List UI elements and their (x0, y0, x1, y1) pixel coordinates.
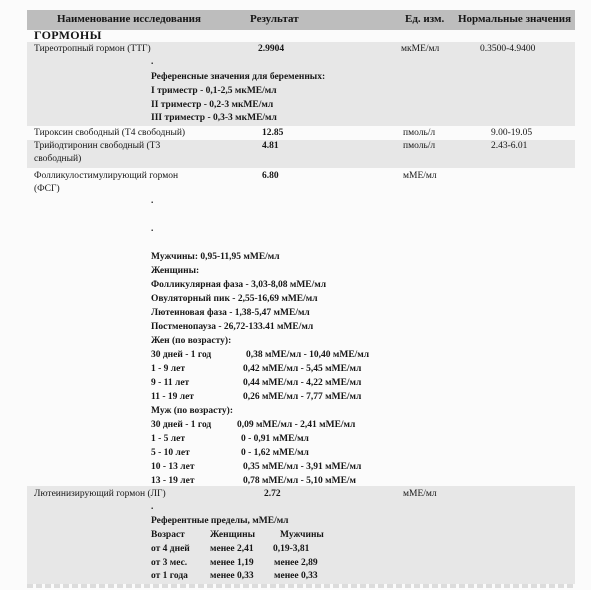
fsh-result: 6.80 (262, 171, 279, 181)
fsh-men-age-label: 30 дней - 1 год (151, 420, 212, 430)
t4-unit: пмоль/л (403, 128, 436, 138)
fsh-note-phase: Овуляторный пик - 2,55-16,69 мМЕ/мл (151, 294, 318, 304)
header-norm: Нормальные значения (458, 13, 572, 25)
header-unit: Ед. изм. (405, 13, 445, 25)
lh-ref-cell: менее 2,89 (274, 558, 318, 568)
fsh-note-phase: Лютеиновая фаза - 1,38-5,47 мМЕ/мл (151, 308, 310, 318)
t4-result: 12.85 (262, 128, 284, 138)
lh-ref-cell: от 1 года (151, 571, 188, 581)
fsh-men-age-label: 1 - 5 лет (151, 434, 186, 444)
row-tsh-band (27, 42, 575, 126)
tsh-result: 2.9904 (258, 44, 285, 54)
lh-note-dot: . (151, 502, 154, 512)
tsh-note-line: III триместр - 0,3-3 мкМЕ/мл (151, 113, 277, 123)
lh-ref-header-cell: Женщины (210, 530, 255, 540)
table-header (27, 10, 575, 30)
fsh-women-age-range: 0,38 мМЕ/мл - 10,40 мМЕ/мл (246, 350, 370, 360)
lh-ref-cell: от 3 мес. (151, 558, 188, 568)
fsh-women-age-label: 11 - 19 лет (151, 392, 194, 402)
fsh-men-age-range: 0 - 0,91 мМЕ/мл (241, 434, 309, 444)
fsh-men-age-range: 0 - 1,62 мМЕ/мл (241, 448, 309, 458)
fsh-note-phase: Фолликулярная фаза - 3,03-8,08 мМЕ/мл (151, 280, 327, 290)
fsh-name: Фолликулостимулирующий гормон (34, 171, 179, 181)
cut-off-text-strip (27, 584, 575, 588)
tsh-unit: мкМЕ/мл (401, 44, 440, 54)
fsh-women-age-label: 30 дней - 1 год (151, 350, 212, 360)
fsh-women-age-title: Жен (по возрасту): (151, 336, 232, 346)
lh-ref-cell: менее 0,33 (274, 571, 318, 581)
lh-unit: мМЕ/мл (403, 489, 437, 499)
fsh-note-women: Женщины: (151, 266, 200, 276)
tsh-note-line: I триместр - 0,1-2,5 мкМЕ/мл (151, 86, 277, 96)
fsh-men-age-label: 5 - 10 лет (151, 448, 190, 458)
fsh-note-dot: . (151, 224, 154, 234)
fsh-men-age-range: 0,78 мМЕ/мл - 5,10 мМЕ/м (243, 476, 357, 486)
lh-ref-header-cell: Возраст (151, 530, 185, 540)
fsh-note-phase: Постменопауза - 26,72-133.41 мМЕ/мл (151, 322, 314, 332)
lh-name: Лютеинизирующий гормон (ЛГ) (34, 489, 166, 499)
header-name: Наименование исследования (57, 13, 201, 25)
section-title: ГОРМОНЫ (34, 28, 102, 42)
lh-ref-cell: менее 1,19 (210, 558, 254, 568)
tsh-norm: 0.3500-4.9400 (480, 44, 536, 54)
lh-result: 2.72 (264, 489, 281, 499)
tsh-note-title: Референсные значения для беременных: (151, 72, 326, 82)
header-result: Результат (250, 13, 299, 25)
fsh-men-age-label: 13 - 19 лет (151, 476, 195, 486)
fsh-note-dot: . (151, 196, 154, 206)
fsh-note-men: Мужчины: 0,95-11,95 мМЕ/мл (151, 252, 280, 262)
tsh-name: Тиреотропный гормон (ТТГ) (34, 44, 151, 54)
t4-name: Тироксин свободный (Т4 свободный) (34, 128, 186, 138)
fsh-women-age-label: 1 - 9 лет (151, 364, 186, 374)
lh-ref-cell: 0,19-3,81 (273, 544, 310, 554)
t3-unit: пмоль/л (403, 141, 436, 151)
fsh-unit: мМЕ/мл (403, 171, 437, 181)
lh-ref-cell: менее 0,33 (210, 571, 254, 581)
fsh-men-age-range: 0,35 мМЕ/мл - 3,91 мМЕ/мл (243, 462, 362, 472)
lh-note-title: Референтные пределы, мМЕ/мл (151, 516, 289, 526)
tsh-note-dot: . (151, 57, 154, 67)
fsh-women-age-label: 9 - 11 лет (151, 378, 190, 388)
tsh-note-line: II триместр - 0,2-3 мкМЕ/мл (151, 100, 274, 110)
t3-name: свободный) (34, 154, 82, 164)
fsh-women-age-range: 0,26 мМЕ/мл - 7,77 мМЕ/мл (243, 392, 362, 402)
lh-ref-cell: менее 2,41 (210, 544, 254, 554)
t3-name: Трийодтиронин свободный (Т3 (34, 141, 161, 151)
fsh-name: (ФСГ) (34, 184, 60, 194)
t3-norm: 2.43-6.01 (491, 141, 528, 151)
lh-ref-cell: от 4 дней (151, 544, 190, 554)
t4-norm: 9.00-19.05 (491, 128, 533, 138)
fsh-men-age-range: 0,09 мМЕ/мл - 2,41 мМЕ/мл (237, 420, 356, 430)
fsh-men-age-label: 10 - 13 лет (151, 462, 195, 472)
t3-result: 4.81 (262, 141, 279, 151)
fsh-women-age-range: 0,44 мМЕ/мл - 4,22 мМЕ/мл (243, 378, 362, 388)
fsh-women-age-range: 0,42 мМЕ/мл - 5,45 мМЕ/мл (243, 364, 362, 374)
lh-ref-header-cell: Мужчины (280, 530, 324, 540)
fsh-men-age-title: Муж (по возрасту): (151, 406, 233, 416)
